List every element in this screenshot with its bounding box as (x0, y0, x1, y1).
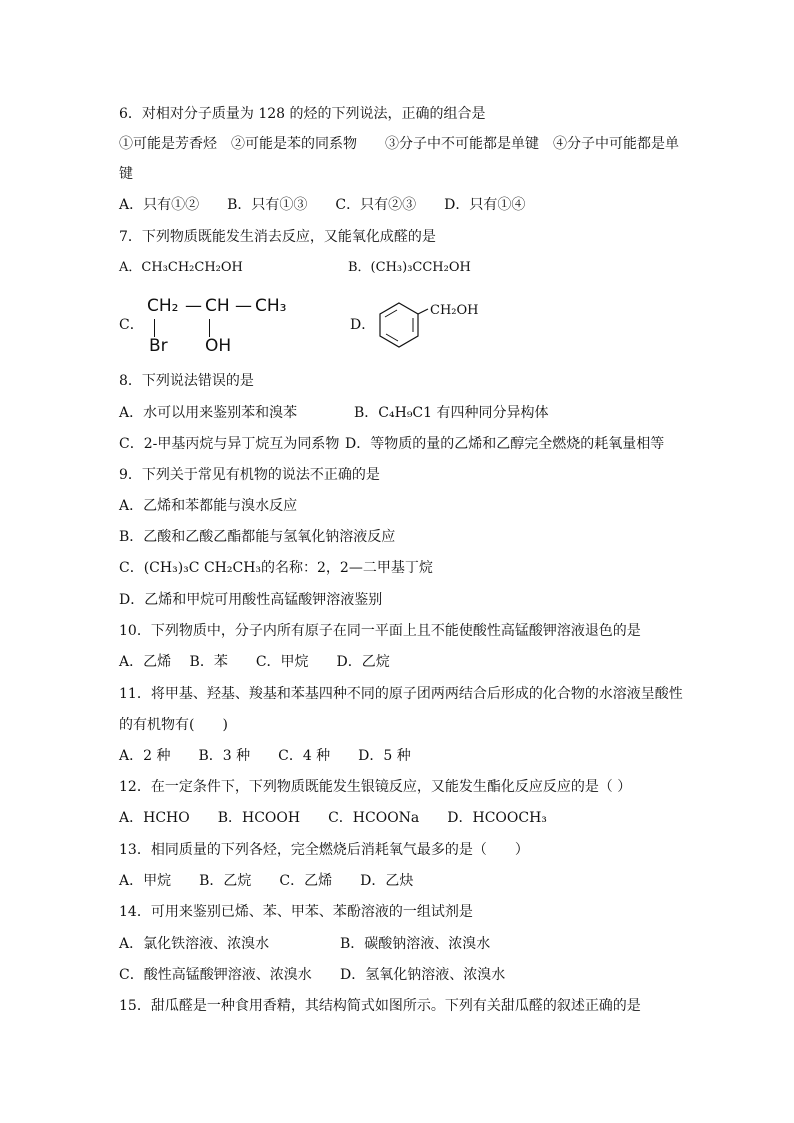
bond-dash-1: — (185, 296, 202, 316)
q14-option-d: D．氢氧化钠溶液、浓溴水 (340, 967, 506, 983)
q7-d-structure (376, 298, 486, 356)
ring-substituent-bond (418, 309, 428, 314)
q8-option-d: D．等物质的量的乙烯和乙醇完全燃烧的耗氧量相等 (345, 436, 665, 452)
q6-options: A．只有①② B．只有①③ C．只有②③ D．只有①④ (119, 197, 526, 213)
ch3-group: CH₃ (255, 296, 287, 316)
q14-option-a: A．氯化铁溶液、浓溴水 (119, 936, 270, 952)
q9-option-a: A．乙烯和苯都能与溴水反应 (119, 498, 298, 514)
q6-statements-cont: 键 (119, 166, 133, 182)
q12-options: A．HCHO B．HCOOH C．HCOONa D．HCOOCH₃ (119, 810, 547, 826)
q9-option-c: C．(CH₃)₃C CH₂CH₃的名称：2，2—二甲基丁烷 (119, 560, 433, 576)
q7-c-structure (145, 292, 305, 360)
bond-dash-2: — (235, 296, 252, 316)
q11-stem: 11．将甲基、羟基、羧基和苯基四种不同的原子团两两结合后形成的化合物的水溶液呈酸性 (119, 686, 683, 702)
double-bond-1 (385, 310, 397, 317)
q14-stem: 14．可用来鉴别已烯、苯、甲苯、苯酚溶液的一组试剂是 (119, 904, 473, 920)
q13-options: A．甲烷 B．乙烷 C．乙烯 D．乙炔 (119, 873, 414, 889)
ch2-group: CH₂ (147, 296, 179, 316)
q8-option-b: B．C₄H₉C1 有四种同分异构体 (354, 405, 549, 421)
br-substituent: Br (149, 336, 168, 356)
q7-stem: 7．下列物质既能发生消去反应，又能氧化成醛的是 (119, 229, 436, 245)
q11-stem-cont: 的有机物有( ) (119, 717, 228, 733)
q6-stem: 6．对相对分子质量为 128 的烃的下列说法，正确的组合是 (119, 106, 486, 122)
q7-option-a: A．CH₃CH₂CH₂OH (119, 260, 243, 275)
q7-option-b: B．(CH₃)₃CCH₂OH (348, 260, 471, 275)
q13-stem: 13．相同质量的下列各烃，完全燃烧后消耗氧气最多的是（ ） (119, 842, 529, 858)
oh-substituent: OH (205, 336, 232, 356)
bond-vertical-oh (209, 319, 210, 337)
ch2oh-group: CH₂OH (430, 303, 479, 318)
q7-option-c-label: C． (119, 317, 144, 333)
benzene-ring (380, 303, 418, 347)
q8-option-c: C．2-甲基丙烷与异丁烷互为同系物 (119, 436, 340, 452)
q11-options: A．2 种 B．3 种 C．4 种 D．5 种 (119, 748, 411, 764)
bond-vertical-br (154, 319, 155, 337)
q6-statements: ①可能是芳香烃 ②可能是苯的同系物 ③分子中不可能都是单键 ④分子中可能都是单 (119, 136, 679, 152)
q7-option-d-label: D． (350, 317, 376, 333)
q10-stem: 10．下列物质中，分子内所有原子在同一平面上且不能使酸性高锰酸钾溶液退色的是 (119, 623, 641, 639)
q15-stem: 15．甜瓜醛是一种食用香精，其结构简式如图所示。下列有关甜瓜醛的叙述正确的是 (119, 998, 641, 1014)
q10-options: A．乙烯 B．苯 C．甲烷 D．乙烷 (119, 654, 390, 670)
q9-option-b: B．乙酸和乙酸乙酯都能与氢氧化钠溶液反应 (119, 529, 396, 545)
q14-option-c: C．酸性高锰酸钾溶液、浓溴水 (119, 967, 312, 983)
q12-stem: 12．在一定条件下，下列物质既能发生银镜反应，又能发生酯化反应反应的是（ ） (119, 779, 632, 795)
ch-group: CH (205, 296, 230, 316)
q8-stem: 8．下列说法错误的是 (119, 373, 254, 389)
q14-option-b: B．碳酸钠溶液、浓溴水 (340, 936, 491, 952)
q8-option-a: A．水可以用来鉴别苯和溴苯 (119, 405, 298, 421)
q9-option-d: D．乙烯和甲烷可用酸性高锰酸钾溶液鉴别 (119, 592, 383, 608)
q9-stem: 9．下列关于常见有机物的说法不正确的是 (119, 467, 380, 483)
